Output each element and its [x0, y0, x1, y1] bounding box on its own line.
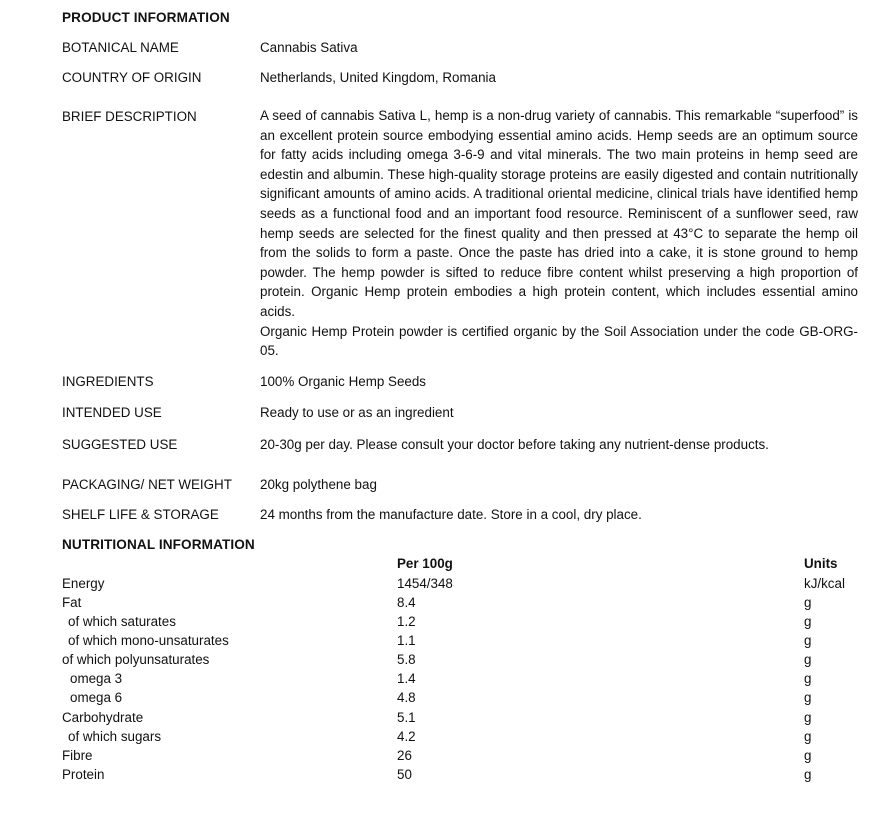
- nutrient-name: Energy: [62, 576, 105, 591]
- nutrient-value: 26: [397, 748, 412, 763]
- nutrition-row: [0, 576, 872, 595]
- nutrient-value: 4.2: [397, 729, 416, 744]
- nutrient-value: 1454/348: [397, 576, 453, 591]
- nutrient-name: of which polyunsaturates: [62, 652, 210, 667]
- nutrient-value: 5.1: [397, 710, 416, 725]
- nutrition-row: [0, 748, 872, 767]
- per-100g-header: Per 100g: [397, 556, 453, 571]
- nutrient-name: of which mono-unsaturates: [68, 633, 229, 648]
- nutrient-name: omega 3: [70, 671, 123, 686]
- ingredients-label: INGREDIENTS: [62, 374, 154, 389]
- nutrition-row: [0, 671, 872, 690]
- product-information-heading: PRODUCT INFORMATION: [62, 10, 230, 25]
- nutrient-unit: g: [804, 729, 812, 744]
- nutrient-unit: g: [804, 633, 812, 648]
- nutrient-unit: g: [804, 595, 812, 610]
- nutrition-row: [0, 595, 872, 614]
- nutrient-unit: g: [804, 614, 812, 629]
- nutrient-value: 50: [397, 767, 412, 782]
- nutrient-unit: g: [804, 690, 812, 705]
- description-paragraph-1: A seed of cannabis Sativa L, hemp is a non-drug variety of cannabis. This remarkable “superfood” is an excellent protein source embodying essential amino acids. Hemp seeds are an optimum source for fatty acids including omega 3-6-9 and vital minerals. The two main proteins in hemp seed are edestin and albumin. These high-quality storage proteins are easily digested and contain nutritionally significant amounts of amino acids. A traditional oriental medicine, clinical trials have identified hemp seeds as a functional food and an important food resource. Reminiscent of a sunflower seed, raw hemp seeds are selected for the finest quality and then pressed at 43°C to separate the hemp oil from the solids to form a paste. Once the paste has dried into a cake, it is stone ground to hemp powder. The hemp powder is sifted to reduce fibre content whilst preserving a high proportion of protein. Organic Hemp protein embodies a high protein content, which includes essential amino acids.: [260, 108, 858, 319]
- nutrition-row: [0, 614, 872, 633]
- nutrition-row: [0, 633, 872, 652]
- brief-description-label: BRIEF DESCRIPTION: [62, 109, 197, 124]
- nutrient-value: 5.8: [397, 652, 416, 667]
- nutrient-unit: g: [804, 710, 812, 725]
- suggested-use-label: SUGGESTED USE: [62, 437, 178, 452]
- nutrient-unit: kJ/kcal: [804, 576, 845, 591]
- nutrition-row: [0, 690, 872, 709]
- nutrient-unit: g: [804, 652, 812, 667]
- nutrient-value: 1.1: [397, 633, 416, 648]
- nutrient-value: 4.8: [397, 690, 416, 705]
- suggested-use-value: 20-30g per day. Please consult your doctor before taking any nutrient-dense products.: [260, 437, 769, 452]
- nutrient-unit: g: [804, 671, 812, 686]
- shelf-life-label: SHELF LIFE & STORAGE: [62, 507, 219, 522]
- nutrient-unit: g: [804, 767, 812, 782]
- shelf-life-value: 24 months from the manufacture date. Store in a cool, dry place.: [260, 507, 642, 522]
- nutrient-name: Carbohydrate: [62, 710, 144, 725]
- country-of-origin-label: COUNTRY OF ORIGIN: [62, 70, 202, 85]
- botanical-name-value: Cannabis Sativa: [260, 40, 358, 55]
- nutrient-name: of which sugars: [68, 729, 162, 744]
- nutrient-name: Fibre: [62, 748, 93, 763]
- nutrient-unit: g: [804, 748, 812, 763]
- nutritional-information-heading: NUTRITIONAL INFORMATION: [62, 537, 255, 552]
- nutrient-name: Fat: [62, 595, 82, 610]
- packaging-value: 20kg polythene bag: [260, 477, 377, 492]
- nutrition-row: [0, 767, 872, 786]
- nutrient-value: 8.4: [397, 595, 416, 610]
- nutrient-value: 1.2: [397, 614, 416, 629]
- nutrient-name: omega 6: [70, 690, 123, 705]
- description-paragraph-2: Organic Hemp Protein powder is certified organic by the Soil Association under the code GB-ORG-05.: [260, 323, 858, 359]
- intended-use-label: INTENDED USE: [62, 405, 162, 420]
- nutrition-row: [0, 652, 872, 671]
- brief-description-text: [260, 106, 858, 361]
- units-header: Units: [804, 556, 838, 571]
- nutrition-row: [0, 710, 872, 729]
- nutrient-value: 1.4: [397, 671, 416, 686]
- packaging-label: PACKAGING/ NET WEIGHT: [62, 477, 232, 492]
- nutrient-name: of which saturates: [68, 614, 176, 629]
- nutrition-row: [0, 729, 872, 748]
- country-of-origin-value: Netherlands, United Kingdom, Romania: [260, 70, 496, 85]
- intended-use-value: Ready to use or as an ingredient: [260, 405, 454, 420]
- ingredients-value: 100% Organic Hemp Seeds: [260, 374, 426, 389]
- botanical-name-label: BOTANICAL NAME: [62, 40, 179, 55]
- nutrient-name: Protein: [62, 767, 105, 782]
